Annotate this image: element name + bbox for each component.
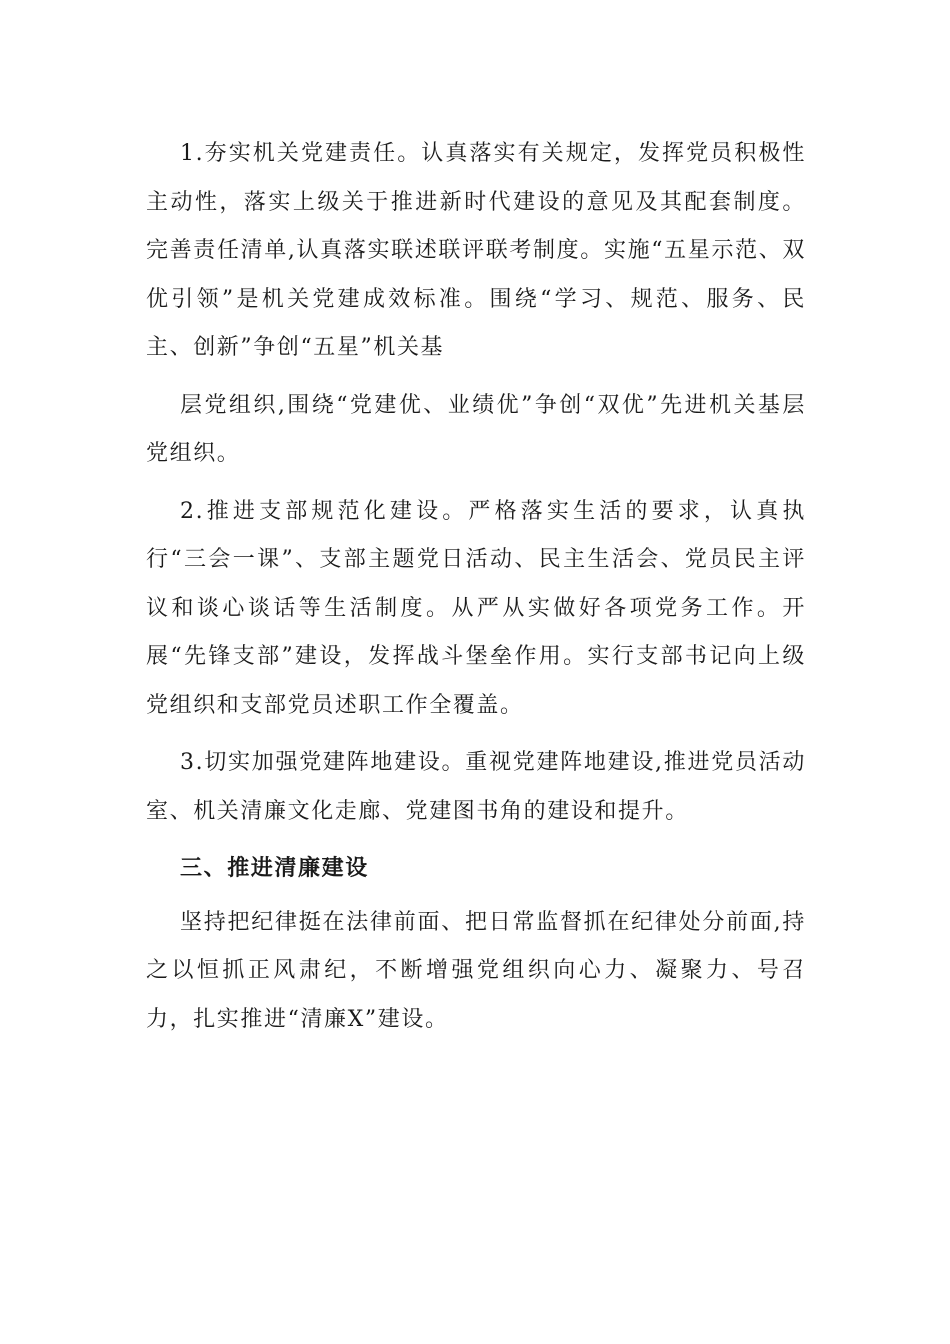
paragraph-3: 2.推进支部规范化建设。严格落实生活的要求，认真执行“三会一课”、支部主题党日活动、民主生活会、党员民主评议和谈心谈话等生活制度。从严从实做好各项党务工作。开展“先锋支部”建设，发挥战斗堡垒作用。实行支部书记向上级党组织和支部党员述职工作全覆盖。 [146,498,806,718]
paragraph-1: 1.夯实机关党建责任。认真落实有关规定，发挥党员积极性主动性，落实上级关于推进新时代建设的意见及其配套制度。完善责任清单,认真落实联述联评联考制度。实施“五星示范、双优引领”是机关党建成效标准。围绕“学习、规范、服务、民主、创新”争创“五星”机关基 [146,141,806,360]
document-page [146,130,806,1044]
paragraph-5: 坚持把纪律挺在法律前面、把日常监督抓在纪律处分前面,持之以恒抓正风肃纪，不断增强党组织向心力、凝聚力、号召力，扎实推进“清廉X”建设。 [146,909,806,1032]
paragraph-2: 层党组织,围绕“党建优、业绩优”争创“双优”先进机关基层党组织。 [146,392,806,466]
paragraph-4: 3.切实加强党建阵地建设。重视党建阵地建设,推进党员活动室、机关清廉文化走廊、党建图书角的建设和提升。 [146,750,806,824]
section-heading: 三、推进清廉建设 [180,855,369,881]
